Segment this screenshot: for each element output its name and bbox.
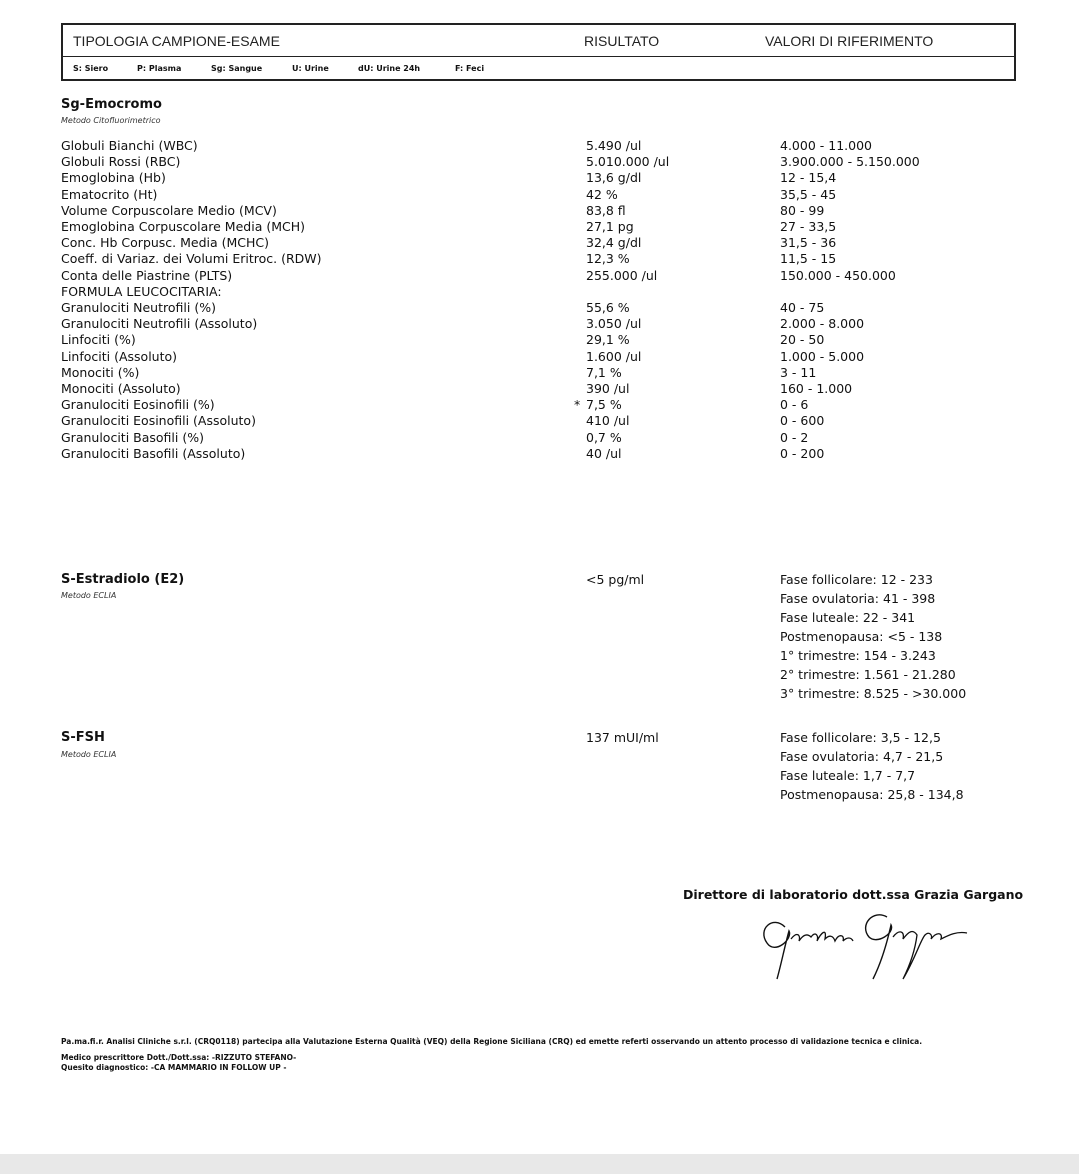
legend-item: U: Urine (292, 64, 329, 73)
test-name: Emoglobina Corpuscolare Media (MCH) (61, 219, 305, 234)
test-result: 40 /ul (586, 445, 622, 461)
test-reference-range: 80 - 99 (780, 202, 825, 218)
test-name: Volume Corpuscolare Medio (MCV) (61, 202, 277, 218)
test-reference-range: 3.900.000 - 5.150.000 (780, 154, 920, 170)
director-label: Direttore di laboratorio dott.ssa Grazia Gargano (683, 887, 1024, 902)
test-result: 410 /ul (586, 413, 630, 429)
test-result: 32,4 g/dl (586, 235, 642, 251)
col-result-header: RISULTATO (584, 33, 660, 49)
test-name: FORMULA LEUCOCITARIA: (61, 283, 222, 299)
test-result: 13,6 g/dl (586, 170, 642, 186)
test-reference-range: 35,5 - 45 (780, 186, 837, 202)
test-reference-range: 11,5 - 15 (780, 251, 837, 267)
test-name: Granulociti Eosinofili (%) (61, 397, 215, 413)
test-name: Conc. Hb Corpusc. Media (MCHC) (61, 235, 270, 251)
test-result: 5.010.000 /ul (586, 154, 670, 170)
test-reference-range: 0 - 600 (780, 413, 825, 429)
section-title-fsh: S-FSH (61, 730, 105, 745)
test-reference-range: 31,5 - 36 (780, 235, 837, 251)
test-name: Globuli Bianchi (WBC) (61, 138, 198, 153)
test-name: Conta delle Piastrine (PLTS) (61, 267, 233, 283)
test-result: 7,5 % (586, 397, 622, 413)
legend-item: S: Siero (73, 64, 109, 73)
test-reference-range: 27 - 33,5 (780, 219, 837, 234)
section-title-emocromo: Sg-Emocromo (61, 97, 162, 112)
legend-item: dU: Urine 24h (358, 64, 421, 73)
page-bottom-band (0, 1154, 1079, 1174)
header-columns (63, 25, 1014, 57)
reference-range-line: 3° trimestre: 8.525 - >30.000 (780, 686, 967, 701)
test-name: Ematocrito (Ht) (61, 186, 158, 202)
test-reference-range: 12 - 15,4 (780, 170, 837, 186)
test-reference-range: 3 - 11 (780, 364, 817, 380)
footer-veq-statement: Pa.ma.fi.r. Analisi Cliniche s.r.l. (CRQ0118) partecipa alla Valutazione Esterna Qualità (VEQ) della Regione Siciliana (CRQ) ed emette referti osservando un attento processo di validazione tecnica e clinica. (61, 1037, 923, 1046)
reference-range-line: Fase luteale: 1,7 - 7,7 (780, 768, 916, 783)
legend-item: Sg: Sangue (211, 64, 263, 73)
test-name: Linfociti (%) (61, 332, 136, 348)
test-reference-range: 160 - 1.000 (780, 381, 853, 396)
section-method-fsh: Metodo ECLIA (61, 750, 117, 759)
reference-range-line: Fase luteale: 22 - 341 (780, 610, 916, 625)
reference-range-line: Fase ovulatoria: 41 - 398 (780, 591, 936, 606)
signature-image (755, 905, 985, 985)
section-title-estradiolo: S-Estradiolo (E2) (61, 572, 185, 587)
test-result: 3.050 /ul (586, 316, 642, 332)
col-reference-header: VALORI DI RIFERIMENTO (765, 33, 934, 49)
report-header (61, 23, 1016, 81)
reference-range-line: 1° trimestre: 154 - 3.243 (780, 648, 936, 663)
test-name: Monociti (%) (61, 364, 140, 380)
test-name: Granulociti Eosinofili (Assoluto) (61, 413, 256, 429)
test-name: Monociti (Assoluto) (61, 381, 181, 396)
result-estradiolo: <5 pg/ml (586, 572, 645, 587)
legend-item: P: Plasma (137, 64, 182, 73)
section-method-emocromo: Metodo Citofluorimetrico (61, 116, 161, 125)
test-reference-range: 20 - 50 (780, 332, 825, 348)
sample-legend (63, 56, 1014, 81)
test-result: 29,1 % (586, 332, 630, 348)
reference-range-line: Postmenopausa: <5 - 138 (780, 629, 943, 644)
section-method-estradiolo: Metodo ECLIA (61, 591, 117, 600)
reference-range-line: Fase follicolare: 3,5 - 12,5 (780, 730, 941, 745)
test-result: 12,3 % (586, 251, 630, 267)
test-reference-range: 0 - 200 (780, 445, 825, 461)
reference-range-line: Postmenopausa: 25,8 - 134,8 (780, 787, 964, 802)
result-fsh: 137 mUI/ml (586, 730, 659, 745)
col-test-header: TIPOLOGIA CAMPIONE-ESAME (73, 33, 280, 49)
test-reference-range: 150.000 - 450.000 (780, 267, 896, 283)
test-name: Granulociti Basofili (%) (61, 429, 204, 445)
legend-item: F: Feci (455, 64, 485, 73)
test-name: Granulociti Neutrofili (Assoluto) (61, 316, 258, 332)
test-result: 390 /ul (586, 381, 630, 396)
test-reference-range: 2.000 - 8.000 (780, 316, 865, 332)
test-name: Granulociti Basofili (Assoluto) (61, 445, 246, 461)
test-result: 42 % (586, 186, 618, 202)
test-name: Linfociti (Assoluto) (61, 348, 178, 364)
test-name: Coeff. di Variaz. dei Volumi Eritroc. (RDW) (61, 251, 322, 267)
test-name: Emoglobina (Hb) (61, 170, 166, 186)
test-result: 0,7 % (586, 429, 622, 445)
test-result: 1.600 /ul (586, 348, 642, 364)
test-reference-range: 4.000 - 11.000 (780, 138, 872, 153)
test-result: 27,1 pg (586, 219, 634, 234)
reference-range-line: 2° trimestre: 1.561 - 21.280 (780, 667, 956, 682)
test-reference-range: 1.000 - 5.000 (780, 348, 865, 364)
test-result: 83,8 fl (586, 202, 626, 218)
test-reference-range: 0 - 6 (780, 397, 809, 413)
test-name: Granulociti Neutrofili (%) (61, 300, 216, 315)
test-result: 5.490 /ul (586, 138, 642, 153)
test-reference-range: 40 - 75 (780, 300, 825, 315)
out-of-range-flag: * (574, 397, 581, 413)
test-name: Globuli Rossi (RBC) (61, 154, 181, 170)
test-reference-range: 0 - 2 (780, 429, 809, 445)
reference-range-line: Fase follicolare: 12 - 233 (780, 572, 933, 587)
footer-prescriber: Medico prescrittore Dott./Dott.ssa: -RIZZUTO STEFANO- (61, 1053, 297, 1062)
test-result: 55,6 % (586, 300, 630, 315)
footer-diagnostic-question: Quesito diagnostico: -CA MAMMARIO IN FOLLOW UP - (61, 1063, 287, 1072)
reference-range-line: Fase ovulatoria: 4,7 - 21,5 (780, 749, 944, 764)
test-result: 255.000 /ul (586, 267, 658, 283)
test-result: 7,1 % (586, 364, 622, 380)
